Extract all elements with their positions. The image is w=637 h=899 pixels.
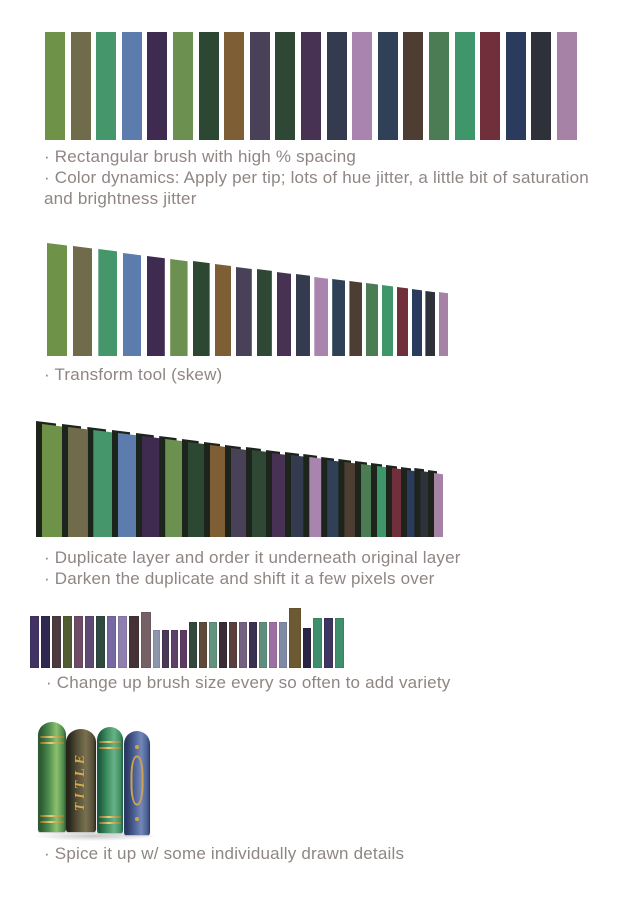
spine-color-fill [231, 448, 247, 537]
spine-color-fill [173, 32, 193, 140]
small-book-spine [239, 622, 247, 668]
caption-line: · Rectangular brush with high % spacing [44, 147, 357, 166]
caption-line: · Darken the duplicate and shift it a few pixels over [44, 569, 435, 588]
teal-banded-book [97, 727, 123, 833]
spine-color-fill [122, 32, 142, 140]
spine-color-fill [42, 424, 62, 537]
spine-color-fill [352, 32, 372, 140]
caption-brush-size [46, 672, 598, 693]
gold-band [40, 815, 64, 817]
small-book-spine [74, 616, 83, 668]
book-spine-bar [122, 32, 142, 140]
gold-band [99, 747, 121, 749]
book-spine-bar [118, 433, 136, 537]
book-spine-bar [272, 453, 287, 537]
book-spine-bar [296, 274, 310, 356]
book-spine-bar [412, 289, 423, 356]
small-book-spine [219, 622, 227, 668]
book-spine-bar [378, 32, 398, 140]
small-book-spine [199, 622, 207, 668]
small-book-spine [335, 618, 344, 668]
gold-band [40, 821, 64, 823]
small-book-spine [171, 630, 178, 668]
book-title-text [66, 729, 96, 832]
small-book-spine [129, 616, 139, 668]
small-book-spine [41, 616, 50, 668]
spine-color-fill [210, 445, 226, 537]
spine-color-fill [366, 283, 378, 356]
spine-row-varied-sizes [30, 608, 344, 668]
book-spine-bar [68, 427, 87, 537]
spine-color-fill [277, 272, 292, 356]
book-spine-bar [531, 32, 551, 140]
gold-dot [135, 745, 139, 749]
book-spine-bar [188, 442, 205, 537]
small-book-spine [162, 630, 169, 668]
spine-color-fill [215, 264, 231, 356]
gold-band [99, 741, 121, 743]
small-book-spine [209, 622, 217, 668]
small-book-spine [118, 616, 127, 668]
spine-color-fill [291, 455, 305, 537]
book-spine-bar [349, 281, 362, 356]
spine-color-fill [47, 243, 67, 356]
book-spine-bar [327, 460, 340, 537]
gold-band [99, 822, 121, 824]
spine-color-fill [506, 32, 526, 140]
spine-row-skewed [47, 243, 448, 356]
small-book-spine [52, 616, 61, 668]
book-spine-bar [506, 32, 526, 140]
spine-color-fill [301, 32, 321, 140]
caption-line: · Change up brush size every so often to add variety [46, 673, 451, 692]
book-spine-bar [42, 424, 62, 537]
spine-color-fill [147, 32, 167, 140]
caption-drawn-details [44, 843, 596, 864]
spine-color-fill [224, 32, 244, 140]
spine-color-fill [165, 439, 182, 537]
book-spine-bar [455, 32, 475, 140]
spine-color-fill [425, 291, 435, 356]
gold-ornament [131, 756, 144, 806]
spine-row-duplicated [42, 424, 443, 537]
book-spine-bar [275, 32, 295, 140]
spine-color-fill [455, 32, 475, 140]
spine-color-fill [45, 32, 65, 140]
spine-color-fill [275, 32, 295, 140]
book-spine-bar [250, 32, 270, 140]
small-book-spine [189, 622, 197, 668]
olive-title-book [66, 729, 96, 832]
book-spine-bar [199, 32, 219, 140]
spine-color-fill [480, 32, 500, 140]
spine-color-fill [170, 259, 187, 356]
book-spine-bar [327, 32, 347, 140]
spine-color-fill [96, 32, 116, 140]
book-spine-bar [236, 267, 252, 356]
blue-ornament-book [124, 731, 150, 835]
small-book-spine [63, 616, 72, 668]
book-spine-bar [98, 249, 117, 356]
caption-duplicate-layer [44, 547, 596, 589]
small-book-spine [279, 622, 287, 668]
gold-band [40, 736, 64, 738]
spine-color-fill [397, 287, 408, 356]
small-book-spine [141, 612, 151, 668]
book-spine-bar [71, 32, 91, 140]
book-spine-bar [557, 32, 577, 140]
spine-color-fill [403, 32, 423, 140]
small-book-spine [269, 622, 277, 668]
spine-color-fill [142, 436, 160, 537]
spine-color-fill [314, 277, 328, 356]
caption-line: · Duplicate layer and order it underneath original layer [44, 548, 461, 567]
spine-color-fill [98, 249, 117, 356]
book-spine-bar [45, 32, 65, 140]
spine-color-fill [332, 279, 345, 356]
book-spine-bar [314, 277, 328, 356]
spine-color-fill [193, 261, 210, 356]
spine-color-fill [93, 430, 112, 537]
spine-color-fill [252, 450, 267, 537]
book-spine-bar [480, 32, 500, 140]
book-spine-bar [301, 32, 321, 140]
spine-color-fill [272, 453, 287, 537]
book-spine-bar [123, 253, 141, 356]
book-spine-bar [173, 32, 193, 140]
caption-line: · Spice it up w/ some individually drawn details [44, 844, 405, 863]
book-spine-bar [93, 430, 112, 537]
caption-rect-brush [44, 146, 596, 209]
book-spine-bar [291, 455, 305, 537]
spine-color-fill [73, 246, 92, 356]
small-book-spine [324, 618, 333, 668]
small-book-spine [107, 616, 116, 668]
book-spine-bar [147, 32, 167, 140]
spine-color-fill [250, 32, 270, 140]
small-book-spine [303, 628, 311, 668]
spine-color-fill [557, 32, 577, 140]
spine-color-fill [429, 32, 449, 140]
small-book-spine [153, 630, 160, 668]
small-book-spine [313, 618, 322, 668]
spine-color-fill [349, 281, 362, 356]
book-spine-bar [193, 261, 210, 356]
book-spine-bar [147, 256, 165, 356]
small-book-spine [259, 622, 267, 668]
book-spine-bar [429, 32, 449, 140]
book-spine-bar [73, 246, 92, 356]
book-spine-bar [403, 32, 423, 140]
spine-color-fill [147, 256, 165, 356]
small-book-spine [289, 608, 301, 668]
spine-color-fill [309, 457, 323, 537]
spine-color-fill [199, 32, 219, 140]
book-spine-bar [397, 287, 408, 356]
book-spine-bar [210, 445, 226, 537]
spine-row-flat [45, 32, 577, 140]
spine-color-fill [412, 289, 423, 356]
book-spine-bar [382, 285, 394, 356]
gold-dot [135, 817, 139, 821]
book-title-label: TITLE [73, 750, 89, 811]
spine-color-fill [123, 253, 141, 356]
spine-color-fill [327, 32, 347, 140]
book-spine-bar [224, 32, 244, 140]
spine-color-fill [296, 274, 310, 356]
book-spine-bar [332, 279, 345, 356]
spine-color-fill [71, 32, 91, 140]
small-book-spine [96, 616, 105, 668]
book-spine-bar [352, 32, 372, 140]
book-spine-bar [142, 436, 160, 537]
detailed-books-illustration [38, 715, 168, 845]
book-spine-bar [215, 264, 231, 356]
spine-color-fill [531, 32, 551, 140]
book-spine-bar [425, 291, 435, 356]
spine-color-fill [439, 292, 449, 356]
book-spine-bar [434, 473, 444, 537]
book-spine-bar [165, 439, 182, 537]
book-spine-bar [96, 32, 116, 140]
small-book-spine [30, 616, 39, 668]
book-spine-bar [366, 283, 378, 356]
gold-band [99, 816, 121, 818]
book-spine-bar [47, 243, 67, 356]
small-book-spine [249, 622, 257, 668]
spine-color-fill [378, 32, 398, 140]
book-spine-bar [439, 292, 449, 356]
spine-color-fill [118, 433, 136, 537]
book-spine-bar [252, 450, 267, 537]
green-banded-book [38, 722, 66, 832]
spine-color-fill [68, 427, 87, 537]
small-book-spine [85, 616, 94, 668]
spine-color-fill [188, 442, 205, 537]
book-spine-bar [257, 269, 272, 356]
book-spine-bar [170, 259, 187, 356]
caption-skew [44, 364, 596, 385]
caption-line: · Color dynamics: Apply per tip; lots of hue jitter, a little bit of saturation and brightness jitter [44, 168, 589, 208]
spine-color-fill [327, 460, 340, 537]
gold-band [40, 742, 64, 744]
book-spine-bar [277, 272, 292, 356]
small-book-spine [180, 630, 187, 668]
spine-color-fill [236, 267, 252, 356]
book-spine-bar [309, 457, 323, 537]
spine-color-fill [382, 285, 394, 356]
book-spine-bar [231, 448, 247, 537]
caption-line: · Transform tool (skew) [44, 365, 223, 384]
spine-color-fill [434, 473, 444, 537]
spine-color-fill [257, 269, 272, 356]
small-book-spine [229, 622, 237, 668]
